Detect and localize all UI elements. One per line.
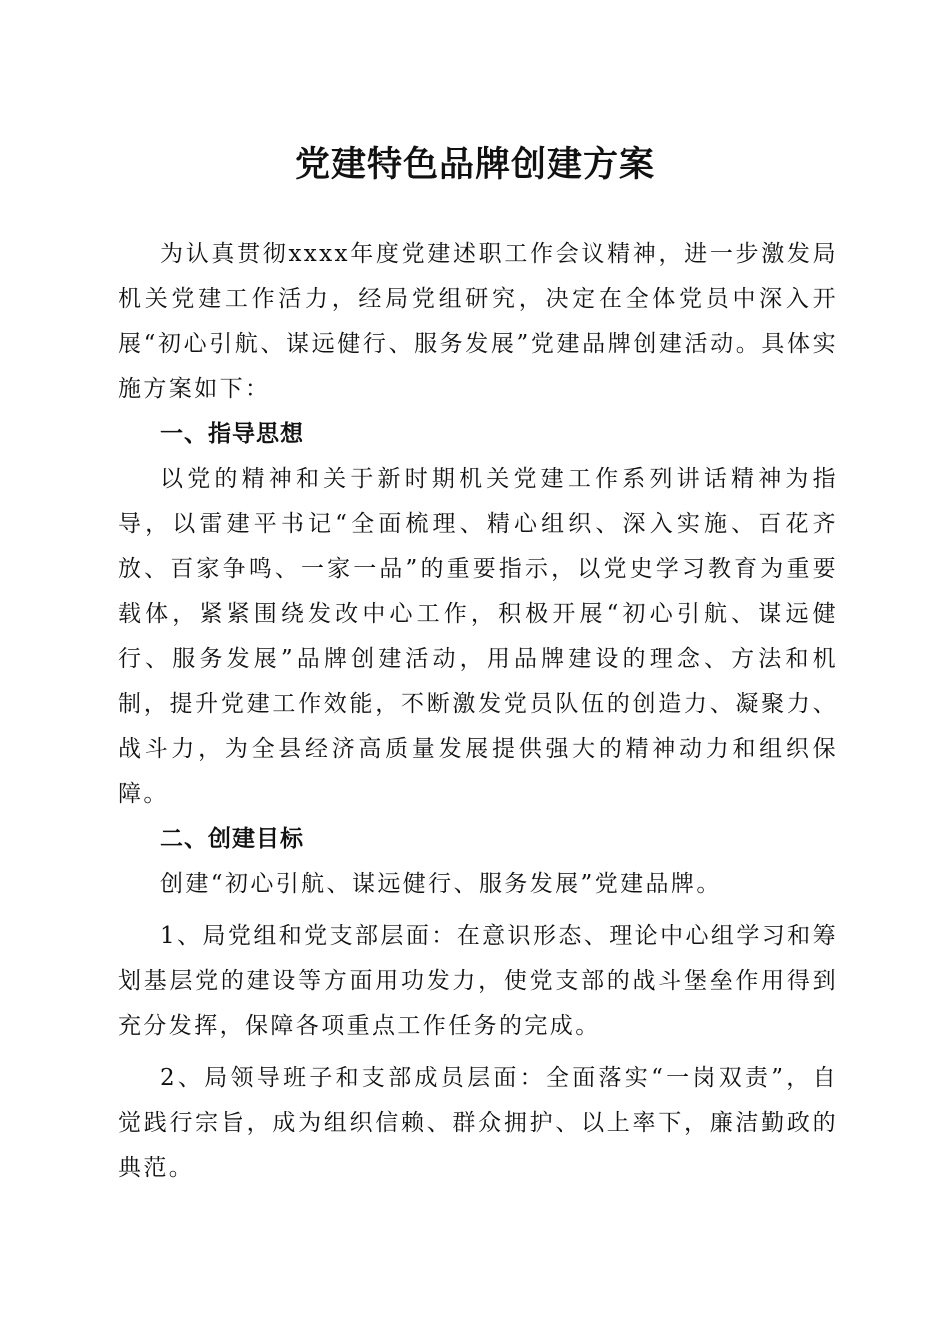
intro-paragraph: 为认真贯彻xxxx年度党建述职工作会议精神，进一步激发局机关党建工作活力，经局党组研究，决定在全体党员中深入开展“初心引航、谋远健行、服务发展”党建品牌创建活动。具体实施方案如下：: [118, 241, 838, 402]
guiding-thought-paragraph: 以党的精神和关于新时期机关党建工作系列讲话精神为指导，以雷建平书记“全面梳理、精心组织、深入实施、百花齐放、百家争鸣、一家一品”的重要指示，以党史学习教育为重要载体，紧紧围绕发改中心工作，积极开展“初心引航、谋远健行、服务发展”品牌创建活动，用品牌建设的理念、方法和机制，提升党建工作效能，不断激发党员队伍的创造力、凝聚力、战斗力，为全县经济高质量发展提供强大的精神动力和组织保障。: [118, 466, 838, 807]
goals-lead-paragraph: 创建“初心引航、谋远健行、服务发展”党建品牌。: [160, 871, 722, 897]
goal-item-2: 2、局领导班子和支部成员层面：全面落实“一岗双责”，自觉践行宗旨，成为组织信赖、群众拥护、以上率下，廉洁勤政的典范。: [118, 1065, 838, 1181]
document-title: 党建特色品牌创建方案: [294, 144, 655, 185]
goal-item-1: 1、局党组和党支部层面：在意识形态、理论中心组学习和筹划基层党的建设等方面用功发力，使党支部的战斗堡垒作用得到充分发挥，保障各项重点工作任务的完成。: [118, 923, 838, 1039]
section-heading-guiding-thought: 一、指导思想: [160, 421, 304, 447]
section-heading-goals: 二、创建目标: [160, 826, 304, 852]
document-body: [118, 232, 838, 1191]
